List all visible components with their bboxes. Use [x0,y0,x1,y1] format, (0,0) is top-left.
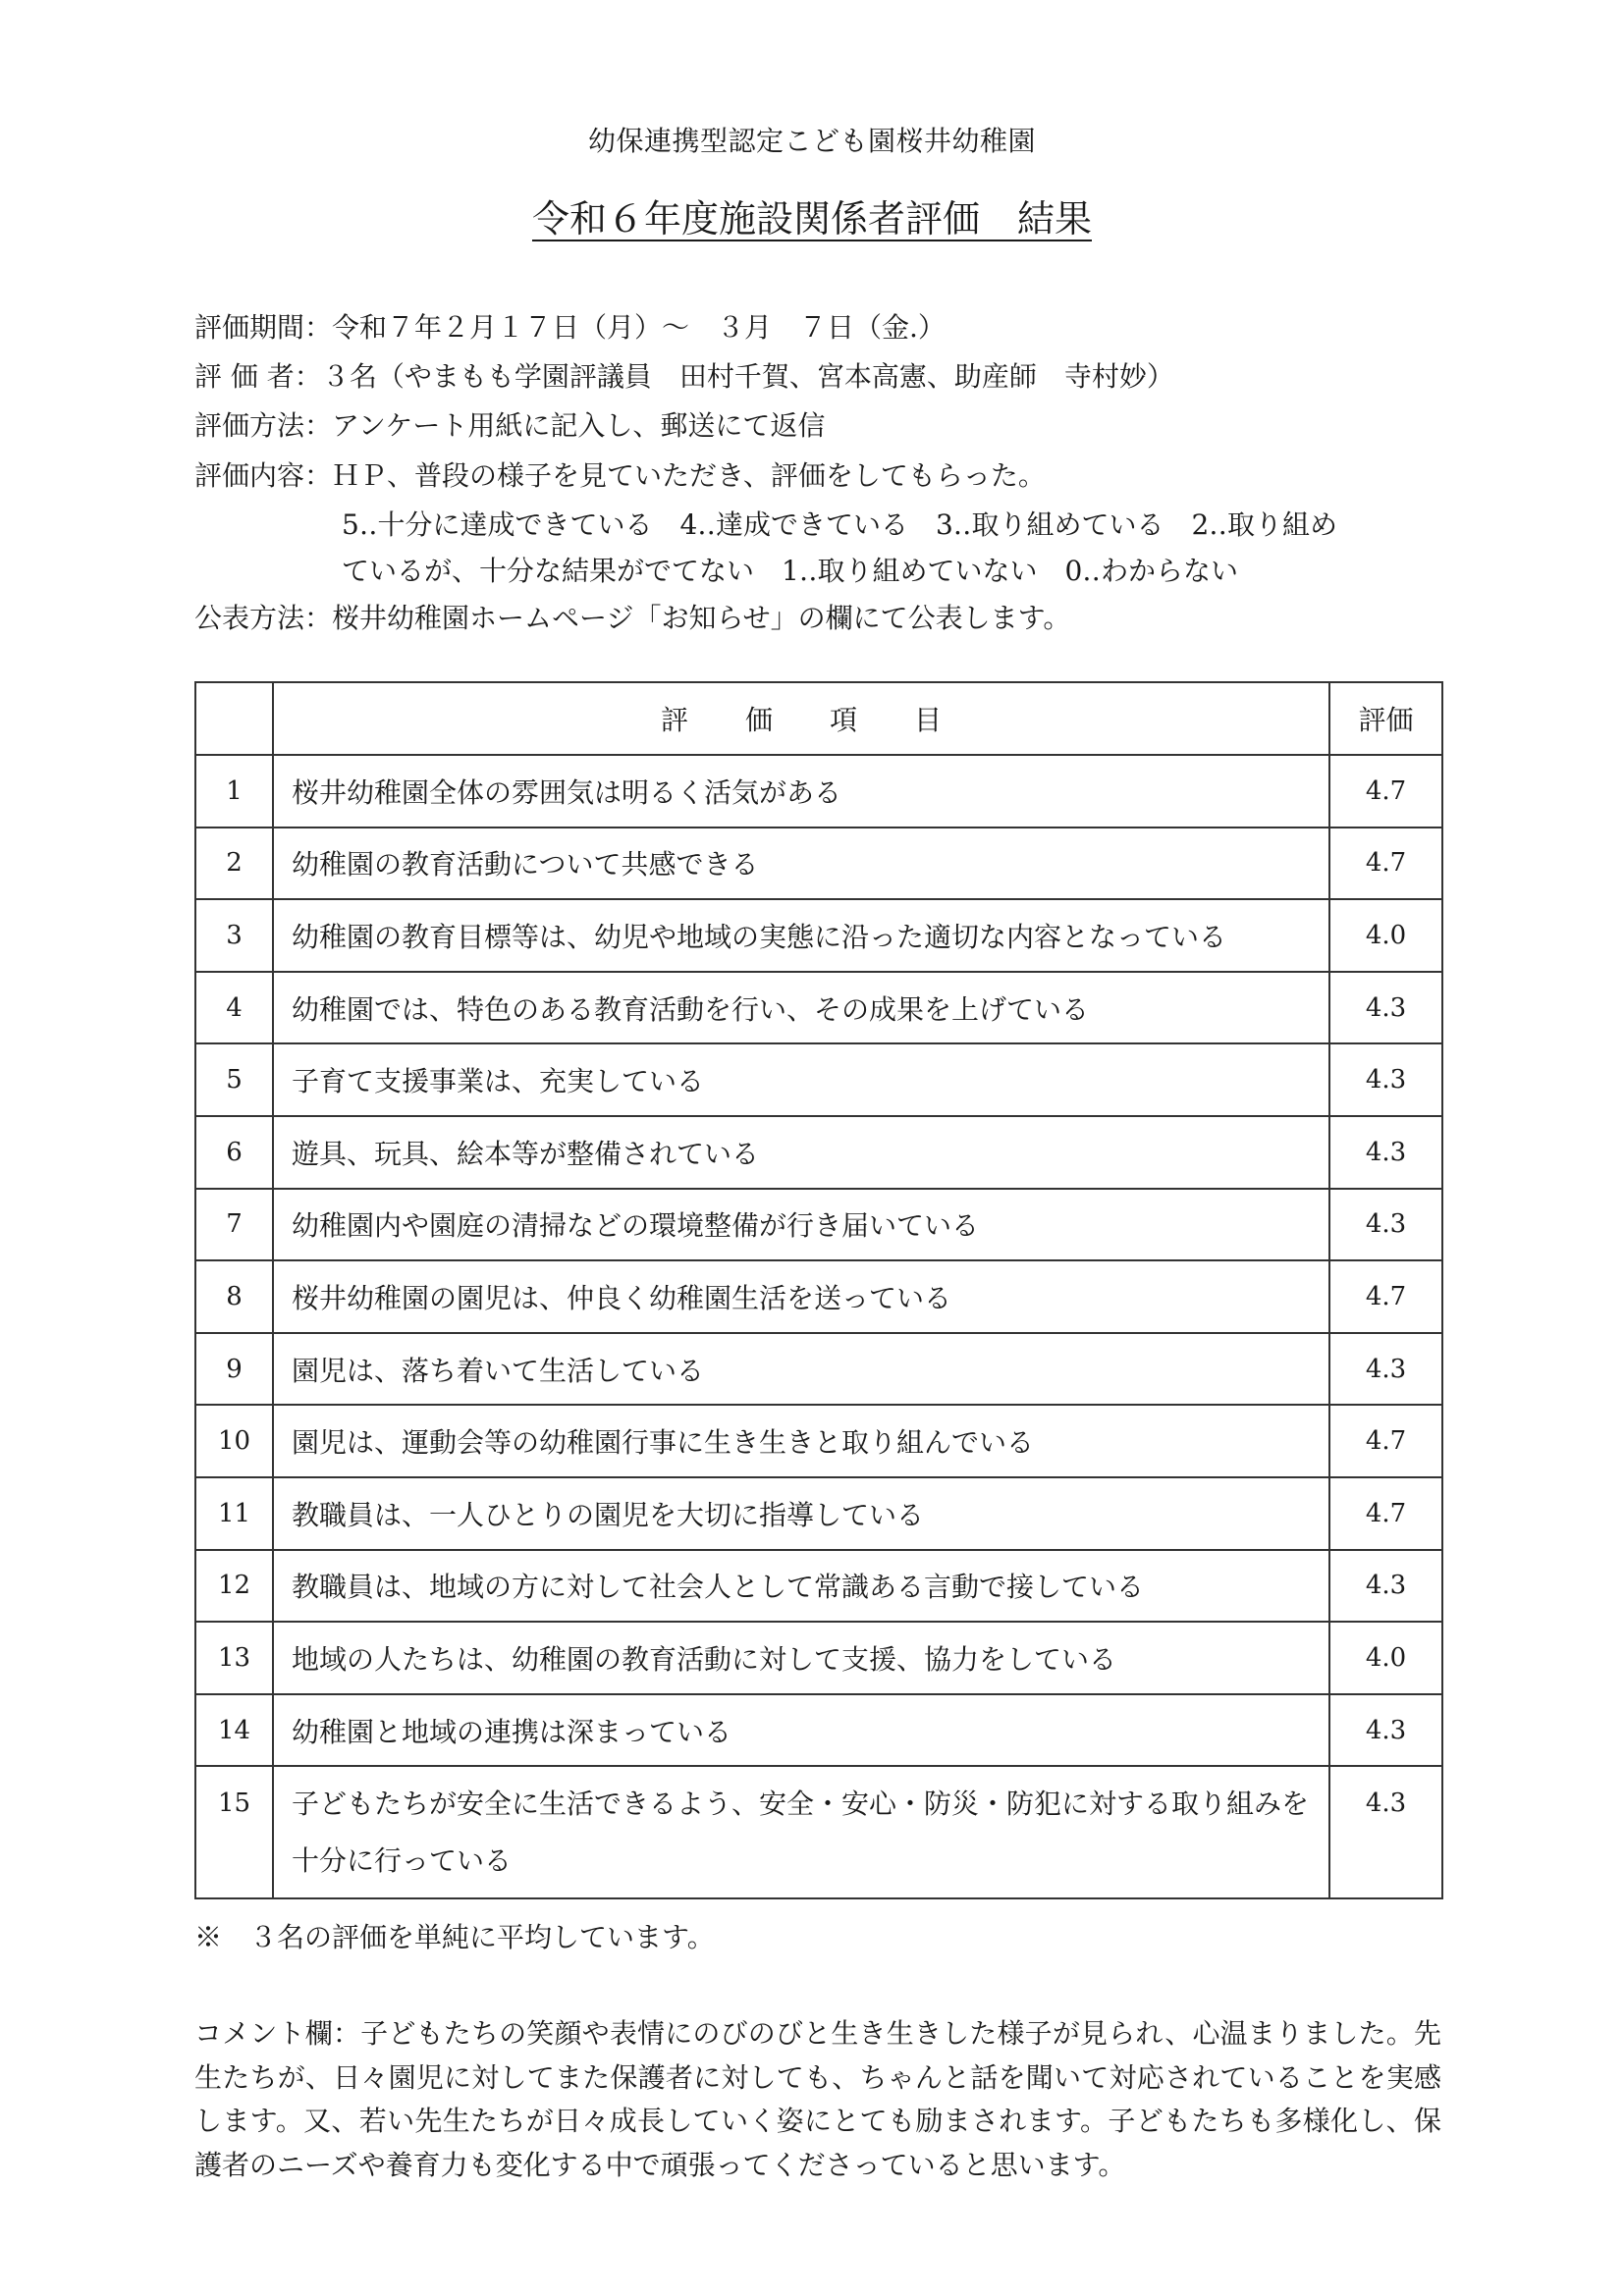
row-score: 4.3 [1329,1694,1442,1767]
row-number: 15 [195,1766,273,1898]
row-item: 幼稚園内や園庭の清掃などの環境整備が行き届いている [273,1189,1329,1261]
row-score: 4.3 [1329,1189,1442,1261]
row-score: 4.0 [1329,899,1442,972]
evaluation-period [194,310,1461,346]
table-row [195,1550,1442,1623]
table-row [195,1766,1442,1898]
table-row [195,899,1442,972]
table-row [195,1477,1442,1550]
evaluation-content-label: 評価内容： [194,459,333,492]
table-row [195,755,1442,828]
table-header-row [195,682,1442,755]
evaluators-value: ３名（やまもも学園評議員 田村千賀、宮本高憲、助産師 寺村妙） [321,360,1174,393]
row-item: 幼稚園の教育目標等は、幼児や地域の実態に沿った適切な内容となっている [273,899,1329,972]
row-score: 4.3 [1329,1766,1442,1898]
row-score: 4.7 [1329,755,1442,828]
row-score: 4.0 [1329,1622,1442,1694]
row-item: 地域の人たちは、幼稚園の教育活動に対して支援、協力をしている [273,1622,1329,1694]
scale-line-1: 5‥十分に達成できている 4‥達成できている 3‥取り組めている 2‥取り組め [342,508,1337,541]
row-score: 4.7 [1329,1477,1442,1550]
evaluators [194,359,1461,395]
row-score: 4.3 [1329,972,1442,1044]
average-note: ※ ３名の評価を単純に平均しています。 [194,1921,715,1953]
row-number: 8 [195,1260,273,1333]
row-score: 4.7 [1329,828,1442,900]
evaluation-period-value: 令和７年２月１７日（月）～ ３月 ７日（金.） [332,311,946,344]
table-row [195,1333,1442,1406]
page-title [0,188,1624,242]
evaluators-label: 評 価 者： [194,360,322,393]
evaluation-table [194,681,1443,1899]
row-number: 13 [195,1622,273,1694]
row-item: 教職員は、一人ひとりの園児を大切に指導している [273,1477,1329,1550]
row-item: 幼稚園と地域の連携は深まっている [273,1694,1329,1767]
row-number: 1 [195,755,273,828]
row-item: 幼稚園の教育活動について共感できる [273,828,1329,900]
row-item: 遊具、玩具、絵本等が整備されている [273,1116,1329,1189]
header-number [195,682,273,755]
row-number: 7 [195,1189,273,1261]
row-score: 4.7 [1329,1405,1442,1477]
comment-section: コメント欄：子どもたちの笑顔や表情にのびのびと生き生きした様子が見られ、心温まりました。先生たちが、日々園児に対してまた保護者に対しても、ちゃんと話を聞いて対応されていることを実感します。又、若い先生たちが日々成長していく姿にとても励まされます。子どもたちも多様化し、保護者のニーズや養育力も変化する中で頑張ってくださっていると思います。 [194,2017,1441,2181]
table-row [195,828,1442,900]
evaluation-content-value: ＨＰ、普段の様子を見ていただき、評価をしてもらった。 [332,459,1046,492]
row-number: 4 [195,972,273,1044]
table-row [195,972,1442,1044]
evaluation-method [194,408,1461,444]
row-item: 幼稚園では、特色のある教育活動を行い、その成果を上げている [273,972,1329,1044]
row-item: 園児は、運動会等の幼稚園行事に生き生きと取り組んでいる [273,1405,1329,1477]
organization-name: 幼保連携型認定こども園桜井幼稚園 [587,125,1036,157]
evaluation-method-label: 評価方法： [194,409,333,442]
row-number: 9 [195,1333,273,1406]
publish-method [194,601,1461,636]
table-row [195,1116,1442,1189]
row-number: 3 [195,899,273,972]
table-row [195,1694,1442,1767]
header-score: 評価 [1329,682,1442,755]
row-number: 5 [195,1043,273,1116]
scale-line-2: ているが、十分な結果がでてない 1‥取り組めていない 0‥わからない [342,555,1238,587]
row-score: 4.3 [1329,1116,1442,1189]
evaluation-period-label: 評価期間： [194,311,333,344]
page-title-text: 令和６年度施設関係者評価 結果 [531,197,1092,240]
row-number: 14 [195,1694,273,1767]
row-item: 園児は、落ち着いて生活している [273,1333,1329,1406]
publish-method-label: 公表方法： [194,602,333,634]
row-number: 6 [195,1116,273,1189]
row-number: 2 [195,828,273,900]
row-number: 10 [195,1405,273,1477]
row-number: 11 [195,1477,273,1550]
table-row [195,1405,1442,1477]
header-item: 評価項目 [273,682,1329,755]
row-number: 12 [195,1550,273,1623]
row-score: 4.3 [1329,1333,1442,1406]
row-score: 4.7 [1329,1260,1442,1333]
row-score: 4.3 [1329,1043,1442,1116]
row-item: 教職員は、地域の方に対して社会人として常識ある言動で接している [273,1550,1329,1623]
table-row [195,1043,1442,1116]
table-row [195,1622,1442,1694]
evaluation-method-value: アンケート用紙に記入し、郵送にて返信 [332,409,826,442]
table-row [195,1189,1442,1261]
table-row [195,1260,1442,1333]
evaluation-content [194,458,1461,494]
row-item: 子育て支援事業は、充実している [273,1043,1329,1116]
row-item: 子どもたちが安全に生活できるよう、安全・安心・防災・防犯に対する取り組みを十分に行っている [273,1766,1329,1898]
publish-method-value: 桜井幼稚園ホームページ「お知らせ」の欄にて公表します。 [332,602,1071,634]
row-item: 桜井幼稚園の園児は、仲良く幼稚園生活を送っている [273,1260,1329,1333]
row-item: 桜井幼稚園全体の雰囲気は明るく活気がある [273,755,1329,828]
row-score: 4.3 [1329,1550,1442,1623]
